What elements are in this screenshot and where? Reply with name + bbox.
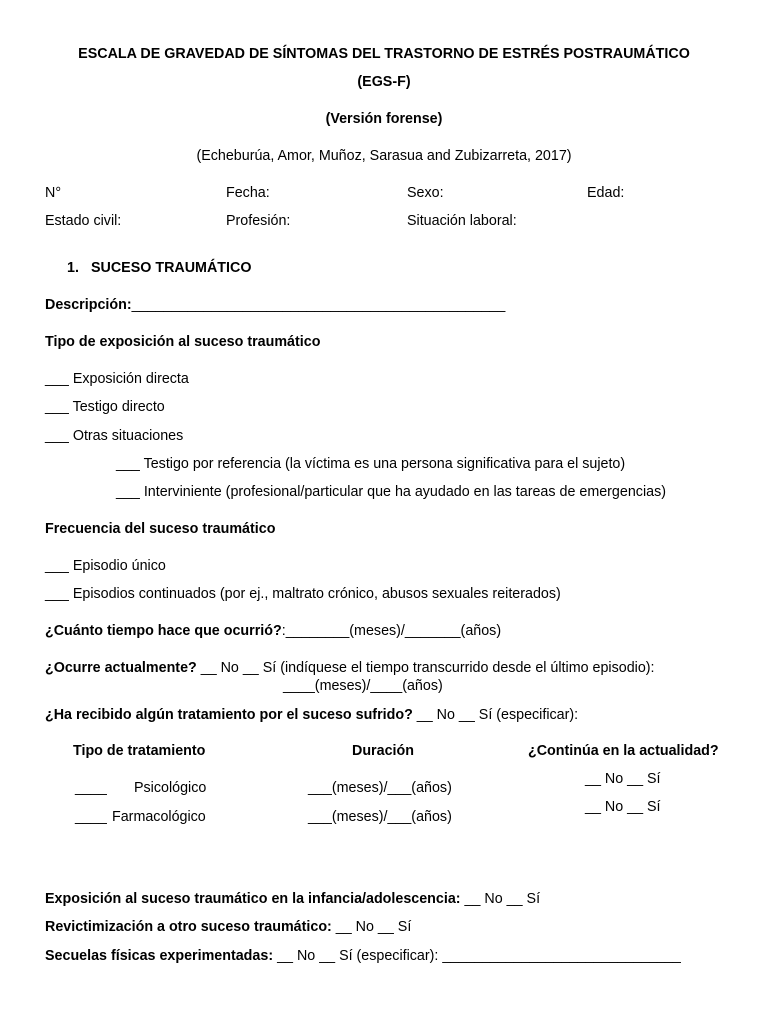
list-subitem: ___ Interviniente (profesional/particular que ha ayudado en las tareas de emergencias) xyxy=(116,484,666,500)
table-header-tipo: Tipo de tratamiento xyxy=(73,743,206,759)
table-header-duracion: Duración xyxy=(352,743,414,759)
document-acronym: (EGS-F) xyxy=(357,74,411,90)
table-tipo: Farmacológico xyxy=(112,809,206,825)
tratamiento-answer: __ No __ Sí (especificar): xyxy=(412,707,579,723)
table-continua: __ No __ Sí xyxy=(585,799,661,815)
infancia-row xyxy=(45,891,540,907)
field-fecha: Fecha: xyxy=(226,185,270,201)
revictimizacion-row xyxy=(45,919,411,935)
infancia-question: Exposición al suceso traumático en la infancia/adolescencia: xyxy=(45,891,461,907)
table-tipo: Psicológico xyxy=(134,780,207,796)
section-title: SUCESO TRAUMÁTICO xyxy=(91,260,252,276)
descripcion-line: _______________________________________________ xyxy=(131,297,506,313)
field-numero: N° xyxy=(45,185,62,201)
frecuencia-heading: Frecuencia del suceso traumático xyxy=(45,521,276,537)
ocurre-row xyxy=(45,660,655,676)
ocurre-duration: ____(meses)/____(años) xyxy=(283,678,443,694)
secuelas-answer: __ No __ Sí (especificar): ______________________________ xyxy=(273,948,681,964)
field-estado-civil: Estado civil: xyxy=(45,213,122,229)
authors-citation: (Echeburúa, Amor, Muñoz, Sarasua and Zubizarreta, 2017) xyxy=(196,148,572,164)
tratamiento-question: ¿Ha recibido algún tratamiento por el suceso sufrido? xyxy=(45,707,413,723)
secuelas-question: Secuelas físicas experimentadas: xyxy=(45,948,274,964)
list-item: ___ Exposición directa xyxy=(45,371,189,387)
revictimizacion-answer: __ No __ Sí xyxy=(331,919,412,935)
descripcion-label: Descripción: xyxy=(45,297,132,313)
revictimizacion-question: Revictimización a otro suceso traumático: xyxy=(45,919,332,935)
field-edad: Edad: xyxy=(587,185,625,201)
table-duracion: ___(meses)/___(años) xyxy=(308,780,452,796)
field-situacion-laboral: Situación laboral: xyxy=(407,213,517,229)
document-title: ESCALA DE GRAVEDAD DE SÍNTOMAS DEL TRASTORNO DE ESTRÉS POSTRAUMÁTICO xyxy=(78,46,690,62)
cuanto-tiempo-row xyxy=(45,623,501,639)
cuanto-tiempo-answer: :________(meses)/_______(años) xyxy=(281,623,502,639)
list-item: ___ Testigo directo xyxy=(45,399,165,415)
list-item: ___ Otras situaciones xyxy=(45,428,184,444)
list-subitem: ___ Testigo por referencia (la víctima es una persona significativa para el sujeto) xyxy=(116,456,626,472)
descripcion-row xyxy=(45,297,505,313)
cuanto-tiempo-question: ¿Cuánto tiempo hace que ocurrió? xyxy=(45,623,282,639)
tratamiento-row xyxy=(45,707,578,723)
field-profesion: Profesión: xyxy=(226,213,291,229)
list-item: ___ Episodios continuados (por ej., maltrato crónico, abusos sexuales reiterados) xyxy=(45,586,561,602)
table-blank: ____ xyxy=(75,809,107,825)
table-continua: __ No __ Sí xyxy=(585,771,661,787)
tipo-exposicion-heading: Tipo de exposición al suceso traumático xyxy=(45,334,321,350)
table-header-continua: ¿Continúa en la actualidad? xyxy=(528,743,719,759)
field-sexo: Sexo: xyxy=(407,185,444,201)
table-blank: ____ xyxy=(75,780,107,796)
ocurre-answer: __ No __ Sí (indíquese el tiempo transcurrido desde el último episodio): xyxy=(196,660,655,676)
secuelas-row xyxy=(45,948,681,964)
ocurre-question: ¿Ocurre actualmente? xyxy=(45,660,197,676)
section-number: 1. xyxy=(67,260,79,276)
infancia-answer: __ No __ Sí xyxy=(460,891,541,907)
section-heading xyxy=(67,260,251,276)
list-item: ___ Episodio único xyxy=(45,558,166,574)
table-duracion: ___(meses)/___(años) xyxy=(308,809,452,825)
version-label: (Versión forense) xyxy=(325,111,443,127)
